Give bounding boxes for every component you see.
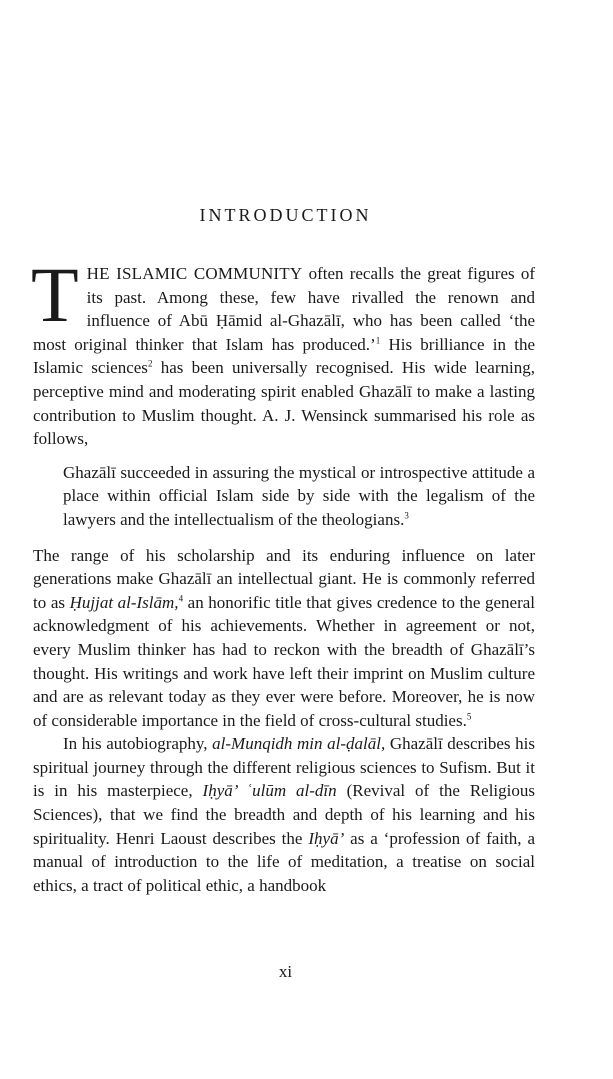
footnote-ref: 3 [404, 510, 409, 521]
footnote-ref: 4 [178, 593, 184, 604]
footnote-ref: 1 [375, 335, 381, 346]
paragraph-text: an honorific title that gives credence to the general acknowledgment of his achievements. Whether in agreement or not, every Muslim thinker has had to reckon with the breadth of Ghazālī’s thought. His writings and work have left their imprint on Muslim culture and are as relevant today as they ever were before. Moreover, he is now of considerable importance in the field of cross-cultural studies. [33, 592, 536, 730]
paragraph [33, 732, 535, 897]
drop-cap: T [31, 251, 79, 338]
italic-term: Iḥyā’ ʿulūm al-dīn [202, 781, 337, 801]
chapter-title: INTRODUCTION [199, 205, 372, 225]
italic-term: Ḥujjat al-Islām, [69, 592, 179, 612]
paragraph [33, 544, 535, 733]
paragraph-text: His brilliance in the Islamic sciences [33, 334, 535, 378]
italic-term: Iḥyā’ [308, 828, 345, 848]
paragraph-text: has been universally recognised. His wide learning, perceptive mind and moderating spirit enabled Ghazālī to make a lasting contribution to Muslim thought. A. J. Wensinck summarised his role as follows, [33, 358, 535, 449]
paragraph-text: as a ‘profession of faith, a manual of introduction to the life of meditation, a treatise on social ethics, a tract of political ethic, a handbook [33, 828, 535, 895]
footnote-ref: 5 [466, 711, 472, 722]
paragraph-opening [31, 251, 536, 451]
page-number: xi [278, 962, 293, 981]
paragraph-text: Ghazālī describes his spiritual journey through the different religious sciences to Sufism. But it is in his masterpiece, [33, 734, 535, 801]
opening-words: HE ISLAMIC COMMUNITY [86, 264, 303, 283]
paragraph-text: The range of his scholarship and its enduring influence on later generations make Ghazālī an intellectual giant. He is commonly referred to as [33, 545, 535, 612]
paragraph-text: (Revival of the Religious Sciences), that we find the breadth and depth of his learning and his spirituality. Henri Laoust describes the [33, 781, 535, 848]
italic-term: al-Munqidh min al-ḍalāl, [212, 734, 386, 754]
paragraph-text: In his autobiography, [63, 734, 213, 754]
footnote-ref: 2 [147, 358, 153, 369]
paragraph-text: often recalls the great figures of its past. Among these, few have rivalled the renown and influence of Abū Ḥāmid al-Ghazālī, who has been called ‘the most original thinker that Islam has produced.’ [33, 264, 536, 354]
body-text [31, 251, 536, 897]
quote-text: Ghazālī succeeded in assuring the mystical or introspective attitude a place within official Islam side by side with the legalism of the lawyers and the intellectualism of the theologians. [63, 462, 535, 529]
block-quote [63, 461, 535, 532]
